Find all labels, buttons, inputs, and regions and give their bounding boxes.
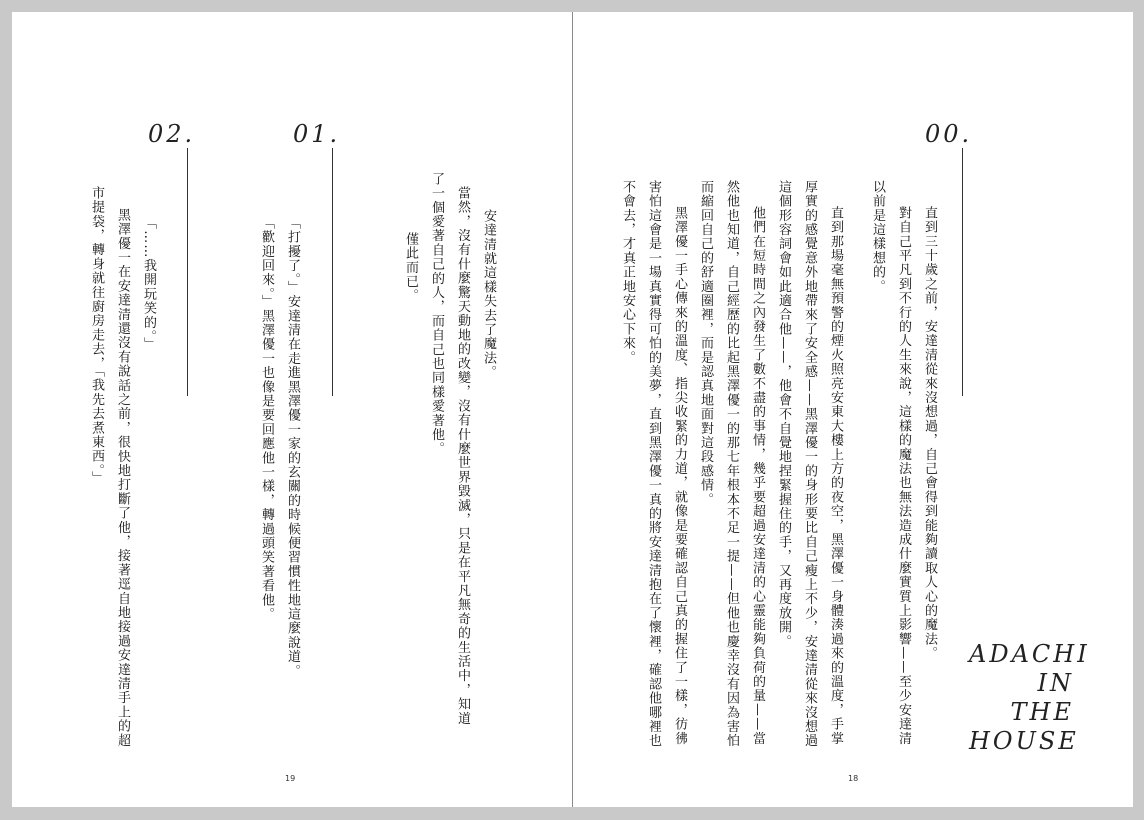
text-column: 當然，沒有什麼驚天動地的改變，沒有什麼世界毀滅，只是在平凡無奇的生活中，知道 — [455, 186, 470, 726]
text-column: 不會去，才真正地安心下來。 — [620, 180, 635, 365]
page-number: 18 — [848, 774, 859, 783]
book-title — [969, 640, 1090, 756]
text-column: 然他也知道，自己經歷的比起黑澤優一的那七年根本不足一提——但他也慶幸沒有因為害怕 — [724, 180, 739, 748]
section-number-00: 00. — [925, 120, 973, 148]
text-column: 黑澤優一手心傳來的溫度、指尖收緊的力道，就像是要確認自己真的握住了一樣，彷彿 — [672, 206, 687, 746]
text-column: 「……我開玩笑的。」 — [141, 216, 156, 352]
text-column: 厚實的感覺意外地帶來了安全感——黑澤優一的身形要比自己瘦上不少，安達清從來沒想過 — [802, 180, 817, 748]
title-line: HOUSE — [969, 727, 1079, 755]
text-column: 「歡迎回來。」黑澤優一也像是要回應他一樣，轉過頭笑著看他。 — [259, 216, 274, 622]
section-rule-02 — [187, 148, 188, 396]
text-column: 以前是這樣想的。 — [870, 180, 885, 294]
text-column: 安達清就這樣失去了魔法。 — [481, 209, 496, 380]
text-column: 他們在短時間之內發生了數不盡的事情，幾乎要超過安達清的心靈能夠負荷的量——當 — [750, 206, 765, 746]
left-page — [12, 12, 573, 807]
page-number: 19 — [285, 774, 296, 783]
text-column: 直到三十歲之前，安達清從來沒想過，自己會得到能夠讀取人心的魔法。 — [922, 206, 937, 661]
section-number-01: 01. — [293, 120, 341, 148]
text-column: 這個形容詞會如此適合他——，他會不自覺地捏緊握住的手，又再度放開。 — [776, 180, 791, 649]
text-column: 而縮回自己的舒適圈裡，而是認真地面對這段感情。 — [698, 180, 713, 507]
title-line: IN — [1037, 669, 1074, 697]
section-rule-01 — [332, 148, 333, 396]
text-column: 市提袋，轉身就往廚房走去，「我先去煮東西。」 — [89, 186, 104, 486]
title-line: THE — [1010, 698, 1074, 726]
section-rule-00 — [962, 148, 963, 396]
section-number-02: 02. — [148, 120, 196, 148]
text-column: 了一個愛著自己的人，而自己也同樣愛著他。 — [429, 172, 444, 456]
text-column: 直到那場毫無預警的煙火照亮安東大樓上方的夜空，黑澤優一身體湊過來的溫度，手掌 — [828, 206, 843, 746]
text-column: 黑澤優一在安達清還沒有說話之前，很快地打斷了他，接著逕自地接過安達清手上的超 — [115, 208, 130, 748]
text-column: 害怕這會是一場真實得可怕的美夢，直到黑澤優一真的將安達清抱在了懷裡，確認他哪裡也 — [646, 180, 661, 748]
title-line: ADACHI — [969, 640, 1090, 668]
text-column: 對自己平凡到不行的人生來說，這樣的魔法也無法造成什麼實質上影響——至少安達清 — [896, 206, 911, 746]
text-column: 「打擾了。」安達清在走進黑澤優一家的玄關的時候便習慣性地這麼說道。 — [285, 216, 300, 679]
text-column: 僅此而已。 — [403, 232, 418, 303]
right-page — [573, 12, 1133, 807]
